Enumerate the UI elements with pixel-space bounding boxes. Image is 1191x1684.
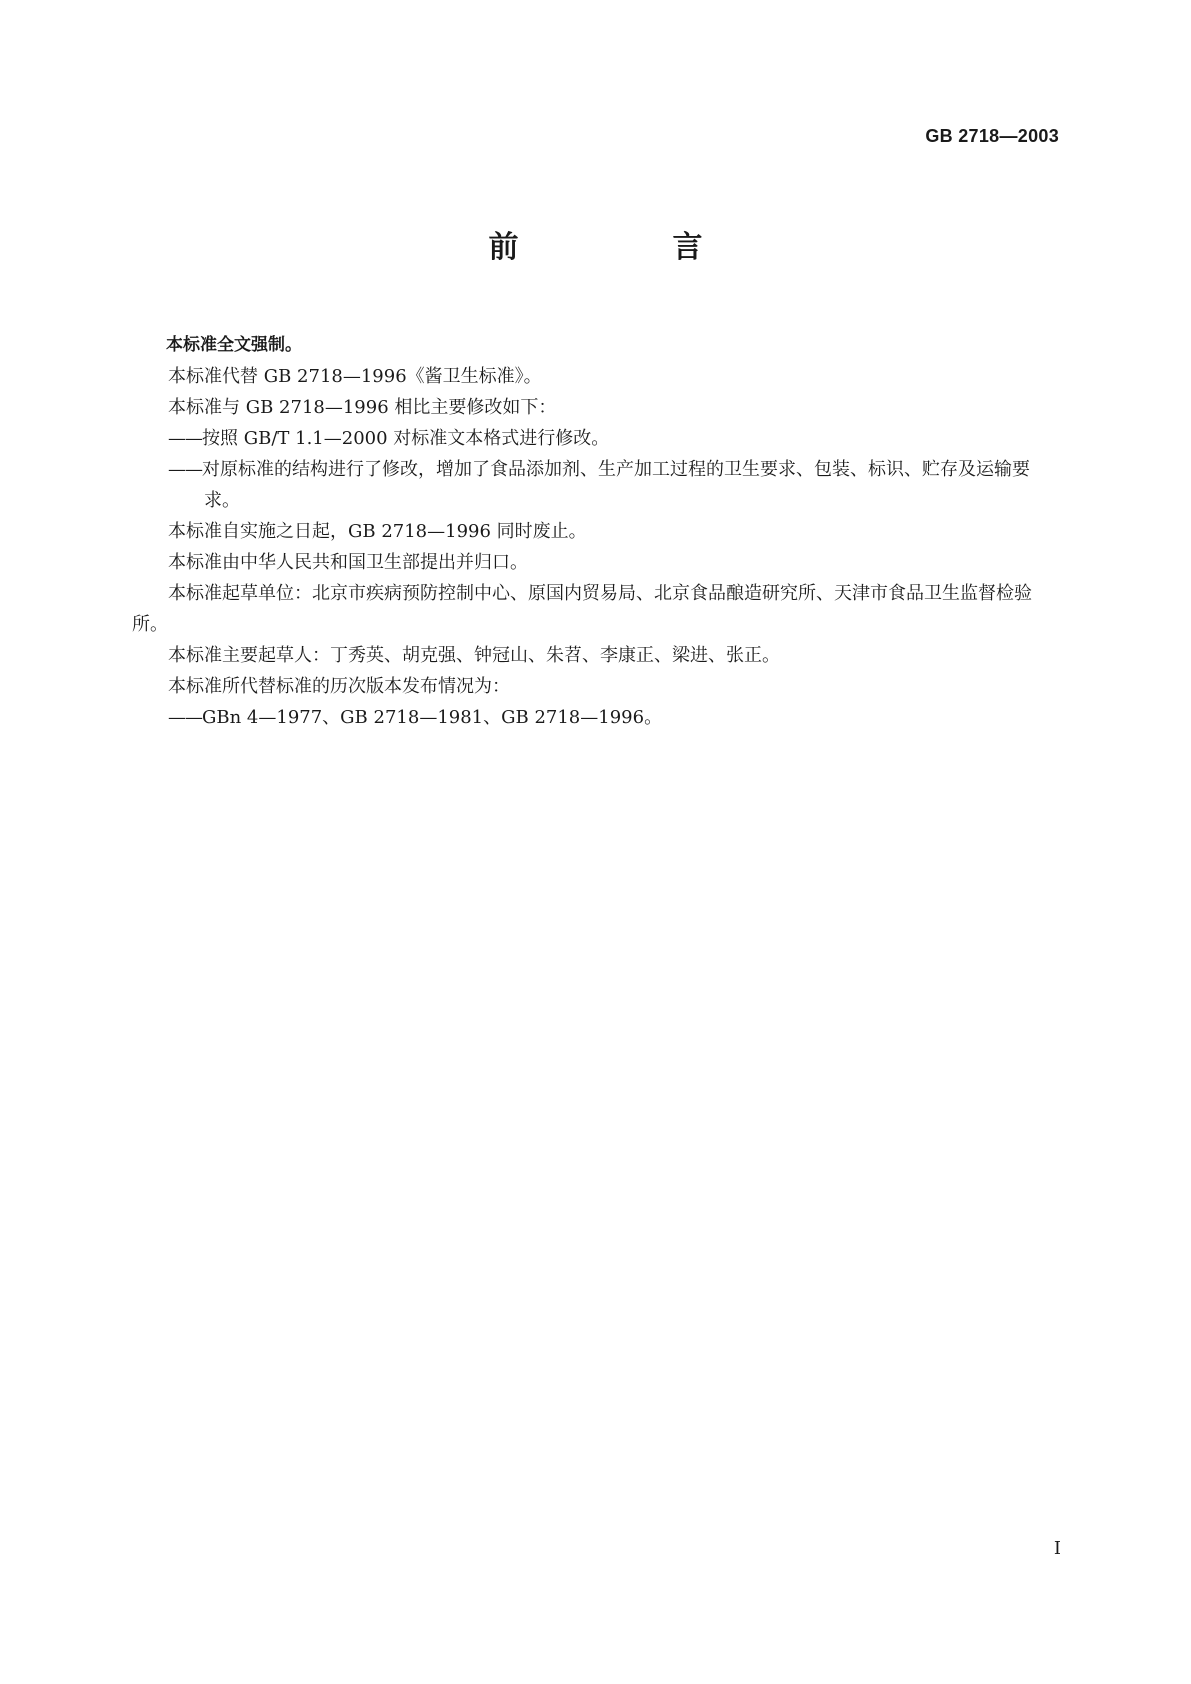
paragraph-history-intro: 本标准所代替标准的历次版本发布情况为： [168,676,510,697]
page-title: 前 言 [488,230,765,265]
paragraph-drafting-units: 本标准起草单位：北京市疾病预防控制中心、原国内贸易局、北京食品酿造研究所、天津市食品卫生监督检验所。 [132,583,1032,635]
paragraph-mandatory: 本标准全文强制。 [166,335,302,355]
dash-marker: —— [168,707,202,728]
list-item-text: GBn 4—1977、GB 2718—1981、GB 2718—1996。 [202,707,663,728]
list-item-text: 对原标准的结构进行了修改，增加了食品添加剂、生产加工过程的卫生要求、包装、标识、贮存及运输要求。 [202,459,1030,511]
paragraph-changes-intro: 本标准与 GB 2718—1996 相比主要修改如下： [168,397,557,418]
list-item-structure-change [132,454,1060,516]
dash-marker: —— [168,428,202,449]
page-number: I [1053,1538,1061,1559]
list-item-format-change [132,423,1060,454]
paragraph-abolish: 本标准自实施之日起，GB 2718—1996 同时废止。 [168,521,587,542]
dash-marker: —— [168,459,202,480]
paragraph-replaces: 本标准代替 GB 2718—1996《酱卫生标准》。 [168,366,542,387]
list-item-history [132,702,1060,733]
standard-code: GB 2718—2003 [925,126,1059,146]
document-body [132,330,1060,733]
list-item-text: 按照 GB/T 1.1—2000 对标准文本格式进行修改。 [202,428,610,449]
paragraph-proposer: 本标准由中华人民共和国卫生部提出并归口。 [168,552,528,573]
paragraph-drafters: 本标准主要起草人：丁秀英、胡克强、钟冠山、朱苕、李康正、梁进、张正。 [168,645,780,666]
